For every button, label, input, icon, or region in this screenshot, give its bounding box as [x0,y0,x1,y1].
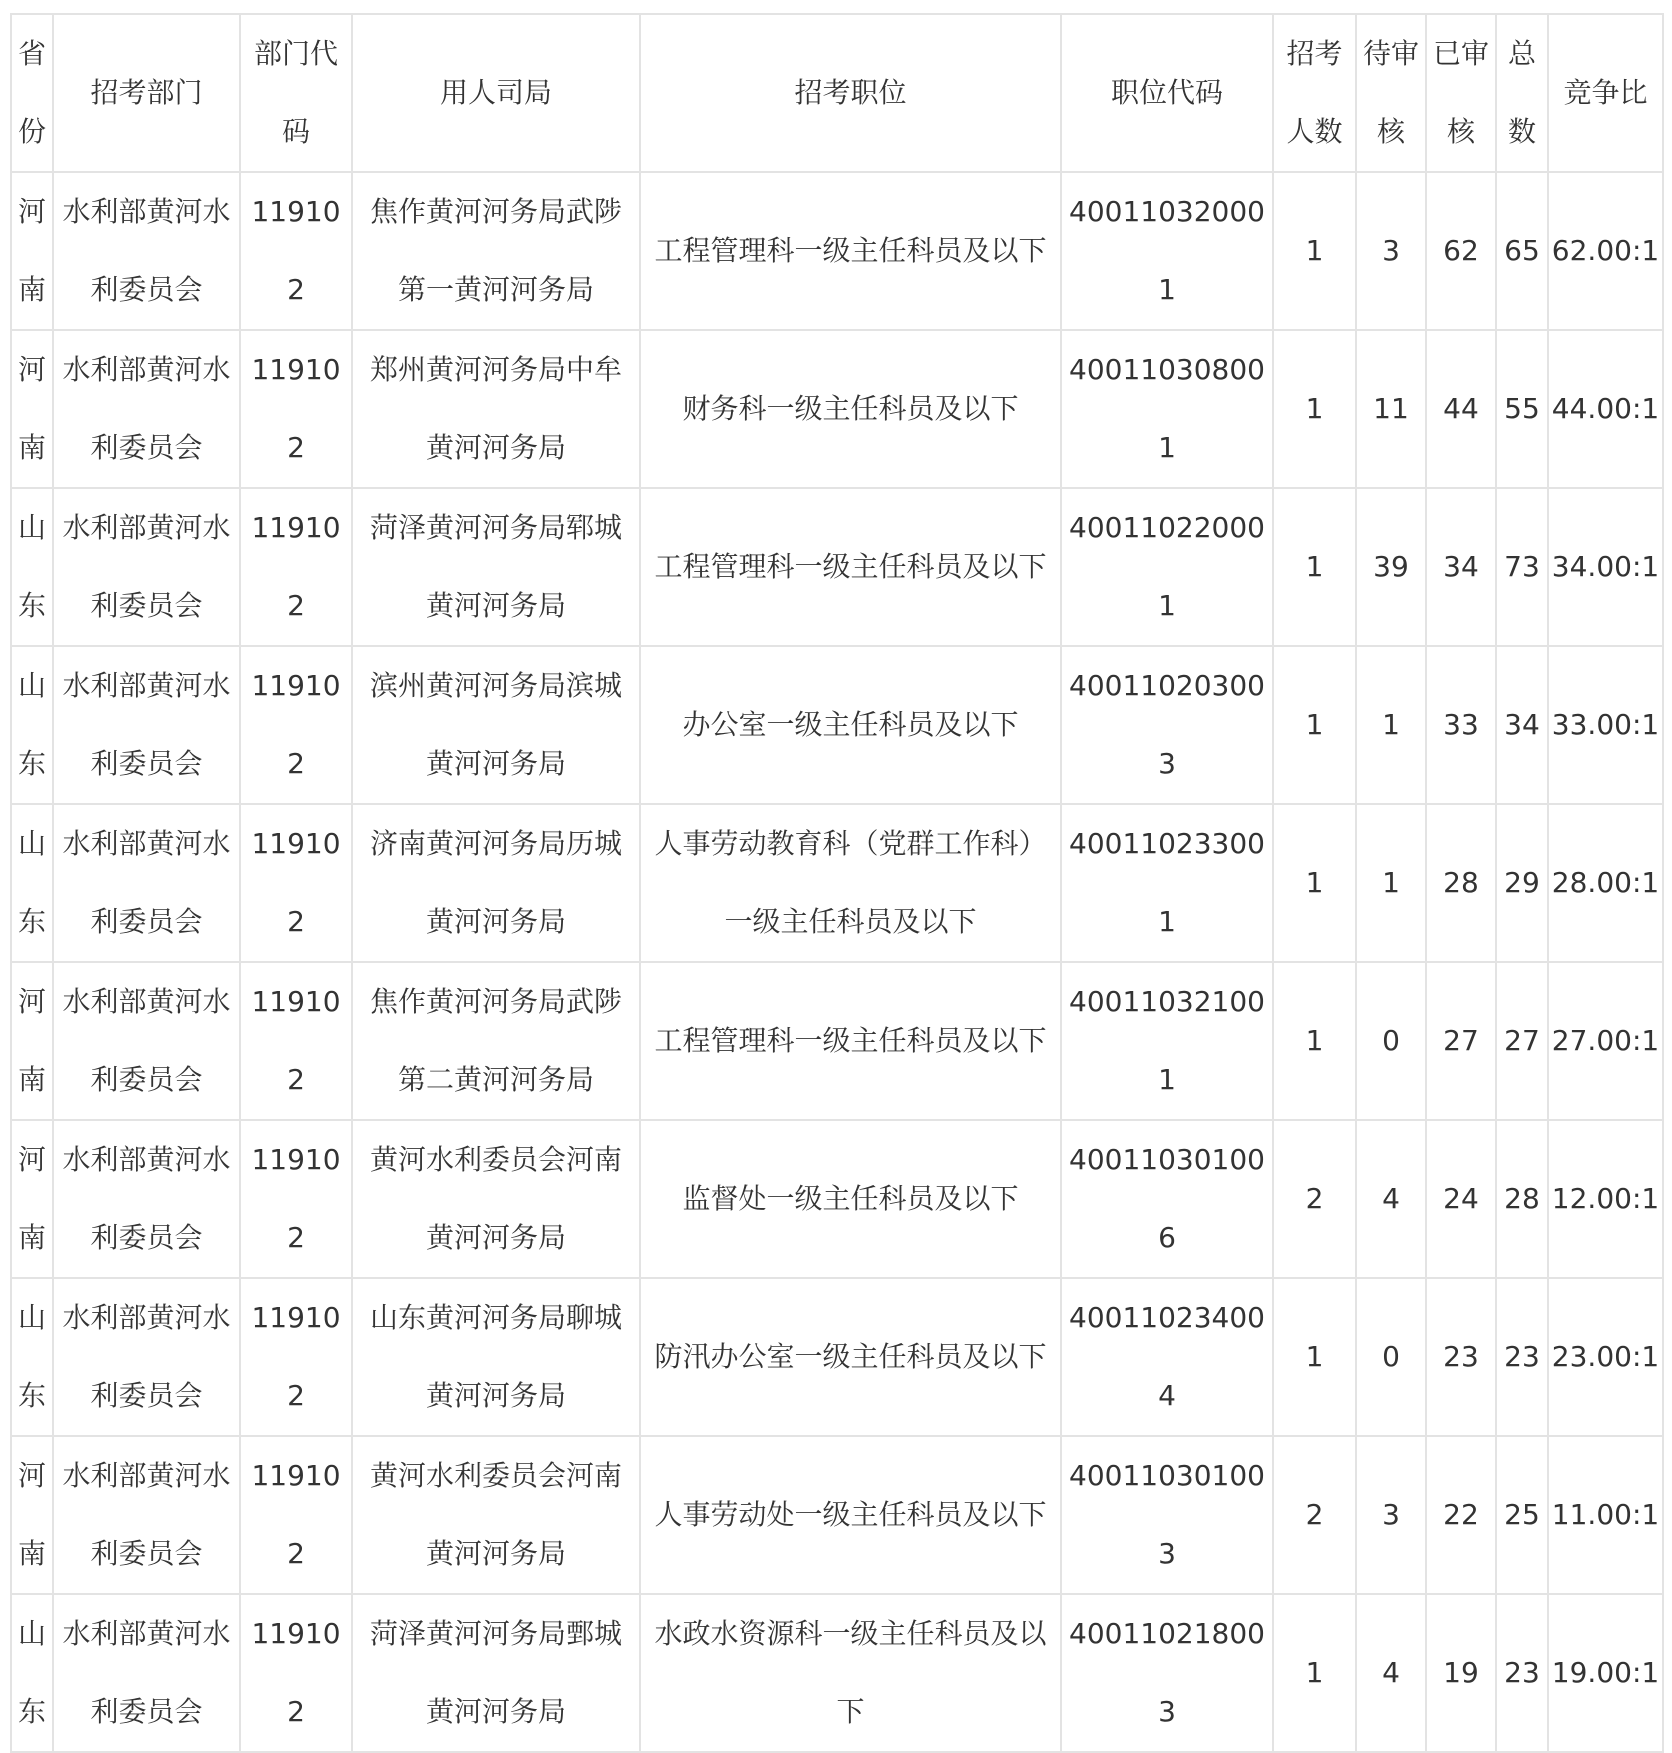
cell-province: 山东 [11,804,53,962]
cell-recruit-count: 1 [1273,962,1356,1120]
cell-ratio: 33.00:1 [1548,646,1663,804]
cell-pending: 1 [1356,646,1426,804]
cell-ratio: 27.00:1 [1548,962,1663,1120]
cell-recruit-count: 1 [1273,330,1356,488]
cell-position: 防汛办公室一级主任科员及以下 [640,1278,1061,1436]
header-dept-code: 部门代码 [240,14,352,172]
table-row [11,172,1663,330]
cell-approved: 33 [1426,646,1496,804]
header-position-code: 职位代码 [1061,14,1273,172]
cell-position-code: 400110218003 [1061,1594,1273,1752]
cell-ratio: 62.00:1 [1548,172,1663,330]
cell-pending: 0 [1356,962,1426,1120]
cell-pending: 4 [1356,1120,1426,1278]
table-row [11,1594,1663,1752]
cell-position-code: 400110301003 [1061,1436,1273,1594]
cell-approved: 19 [1426,1594,1496,1752]
cell-dept-code: 119102 [240,1436,352,1594]
cell-ratio: 44.00:1 [1548,330,1663,488]
cell-approved: 44 [1426,330,1496,488]
cell-total: 29 [1496,804,1548,962]
cell-position-code: 400110234004 [1061,1278,1273,1436]
cell-total: 65 [1496,172,1548,330]
cell-bureau: 滨州黄河河务局滨城黄河河务局 [352,646,640,804]
cell-bureau: 焦作黄河河务局武陟第二黄河河务局 [352,962,640,1120]
cell-recruit-count: 1 [1273,1278,1356,1436]
cell-position-code: 400110321001 [1061,962,1273,1120]
cell-dept-code: 119102 [240,172,352,330]
table-row [11,804,1663,962]
cell-dept-code: 119102 [240,488,352,646]
cell-position-code: 400110203003 [1061,646,1273,804]
cell-pending: 11 [1356,330,1426,488]
cell-position: 办公室一级主任科员及以下 [640,646,1061,804]
cell-bureau: 黄河水利委员会河南黄河河务局 [352,1436,640,1594]
cell-position: 工程管理科一级主任科员及以下 [640,962,1061,1120]
cell-department: 水利部黄河水利委员会 [53,646,240,804]
cell-position: 工程管理科一级主任科员及以下 [640,488,1061,646]
cell-pending: 0 [1356,1278,1426,1436]
table-row [11,1120,1663,1278]
cell-province: 山东 [11,1594,53,1752]
cell-position-code: 400110308001 [1061,330,1273,488]
cell-total: 23 [1496,1594,1548,1752]
header-approved: 已审核 [1426,14,1496,172]
cell-recruit-count: 2 [1273,1436,1356,1594]
cell-province: 山东 [11,646,53,804]
table-row [11,330,1663,488]
cell-ratio: 12.00:1 [1548,1120,1663,1278]
cell-approved: 22 [1426,1436,1496,1594]
cell-department: 水利部黄河水利委员会 [53,1436,240,1594]
header-ratio: 竞争比 [1548,14,1663,172]
cell-position-code: 400110220001 [1061,488,1273,646]
cell-total: 34 [1496,646,1548,804]
cell-recruit-count: 1 [1273,488,1356,646]
cell-ratio: 19.00:1 [1548,1594,1663,1752]
cell-approved: 23 [1426,1278,1496,1436]
cell-position-code: 400110233001 [1061,804,1273,962]
header-pending: 待审核 [1356,14,1426,172]
cell-recruit-count: 1 [1273,1594,1356,1752]
cell-position: 监督处一级主任科员及以下 [640,1120,1061,1278]
cell-bureau: 黄河水利委员会河南黄河河务局 [352,1120,640,1278]
cell-approved: 62 [1426,172,1496,330]
table-row [11,646,1663,804]
header-province: 省份 [11,14,53,172]
cell-province: 河南 [11,962,53,1120]
cell-province: 河南 [11,1436,53,1594]
recruitment-table [10,13,1664,1753]
cell-province: 山东 [11,1278,53,1436]
header-bureau: 用人司局 [352,14,640,172]
cell-total: 23 [1496,1278,1548,1436]
cell-dept-code: 119102 [240,330,352,488]
table-body [11,172,1663,1752]
cell-province: 河南 [11,172,53,330]
cell-approved: 27 [1426,962,1496,1120]
cell-recruit-count: 1 [1273,172,1356,330]
cell-position: 工程管理科一级主任科员及以下 [640,172,1061,330]
cell-dept-code: 119102 [240,1278,352,1436]
cell-department: 水利部黄河水利委员会 [53,1120,240,1278]
cell-bureau: 菏泽黄河河务局郓城黄河河务局 [352,488,640,646]
cell-total: 55 [1496,330,1548,488]
cell-position: 人事劳动处一级主任科员及以下 [640,1436,1061,1594]
cell-pending: 3 [1356,172,1426,330]
cell-bureau: 菏泽黄河河务局鄄城黄河河务局 [352,1594,640,1752]
cell-dept-code: 119102 [240,804,352,962]
cell-department: 水利部黄河水利委员会 [53,962,240,1120]
cell-ratio: 11.00:1 [1548,1436,1663,1594]
cell-bureau: 山东黄河河务局聊城黄河河务局 [352,1278,640,1436]
cell-position-code: 400110301006 [1061,1120,1273,1278]
cell-position-code: 400110320001 [1061,172,1273,330]
cell-province: 山东 [11,488,53,646]
header-total: 总数 [1496,14,1548,172]
cell-total: 27 [1496,962,1548,1120]
cell-position: 水政水资源科一级主任科员及以下 [640,1594,1061,1752]
cell-total: 73 [1496,488,1548,646]
cell-recruit-count: 1 [1273,646,1356,804]
cell-bureau: 济南黄河河务局历城黄河河务局 [352,804,640,962]
cell-pending: 1 [1356,804,1426,962]
cell-department: 水利部黄河水利委员会 [53,804,240,962]
cell-bureau: 郑州黄河河务局中牟黄河河务局 [352,330,640,488]
cell-department: 水利部黄河水利委员会 [53,330,240,488]
cell-department: 水利部黄河水利委员会 [53,488,240,646]
cell-approved: 24 [1426,1120,1496,1278]
cell-dept-code: 119102 [240,1120,352,1278]
cell-dept-code: 119102 [240,646,352,804]
cell-dept-code: 119102 [240,962,352,1120]
header-row [11,14,1663,172]
cell-position: 人事劳动教育科（党群工作科）一级主任科员及以下 [640,804,1061,962]
cell-pending: 3 [1356,1436,1426,1594]
cell-pending: 39 [1356,488,1426,646]
cell-department: 水利部黄河水利委员会 [53,1278,240,1436]
cell-total: 28 [1496,1120,1548,1278]
cell-approved: 34 [1426,488,1496,646]
header-position: 招考职位 [640,14,1061,172]
cell-province: 河南 [11,1120,53,1278]
cell-approved: 28 [1426,804,1496,962]
cell-ratio: 23.00:1 [1548,1278,1663,1436]
cell-department: 水利部黄河水利委员会 [53,172,240,330]
table-row [11,962,1663,1120]
header-recruit-count: 招考人数 [1273,14,1356,172]
cell-province: 河南 [11,330,53,488]
cell-position: 财务科一级主任科员及以下 [640,330,1061,488]
table-row [11,1278,1663,1436]
table-row [11,488,1663,646]
cell-ratio: 34.00:1 [1548,488,1663,646]
cell-recruit-count: 2 [1273,1120,1356,1278]
cell-total: 25 [1496,1436,1548,1594]
cell-department: 水利部黄河水利委员会 [53,1594,240,1752]
recruitment-table-container [10,13,1664,1753]
cell-dept-code: 119102 [240,1594,352,1752]
table-row [11,1436,1663,1594]
header-department: 招考部门 [53,14,240,172]
cell-ratio: 28.00:1 [1548,804,1663,962]
cell-pending: 4 [1356,1594,1426,1752]
cell-bureau: 焦作黄河河务局武陟第一黄河河务局 [352,172,640,330]
cell-recruit-count: 1 [1273,804,1356,962]
